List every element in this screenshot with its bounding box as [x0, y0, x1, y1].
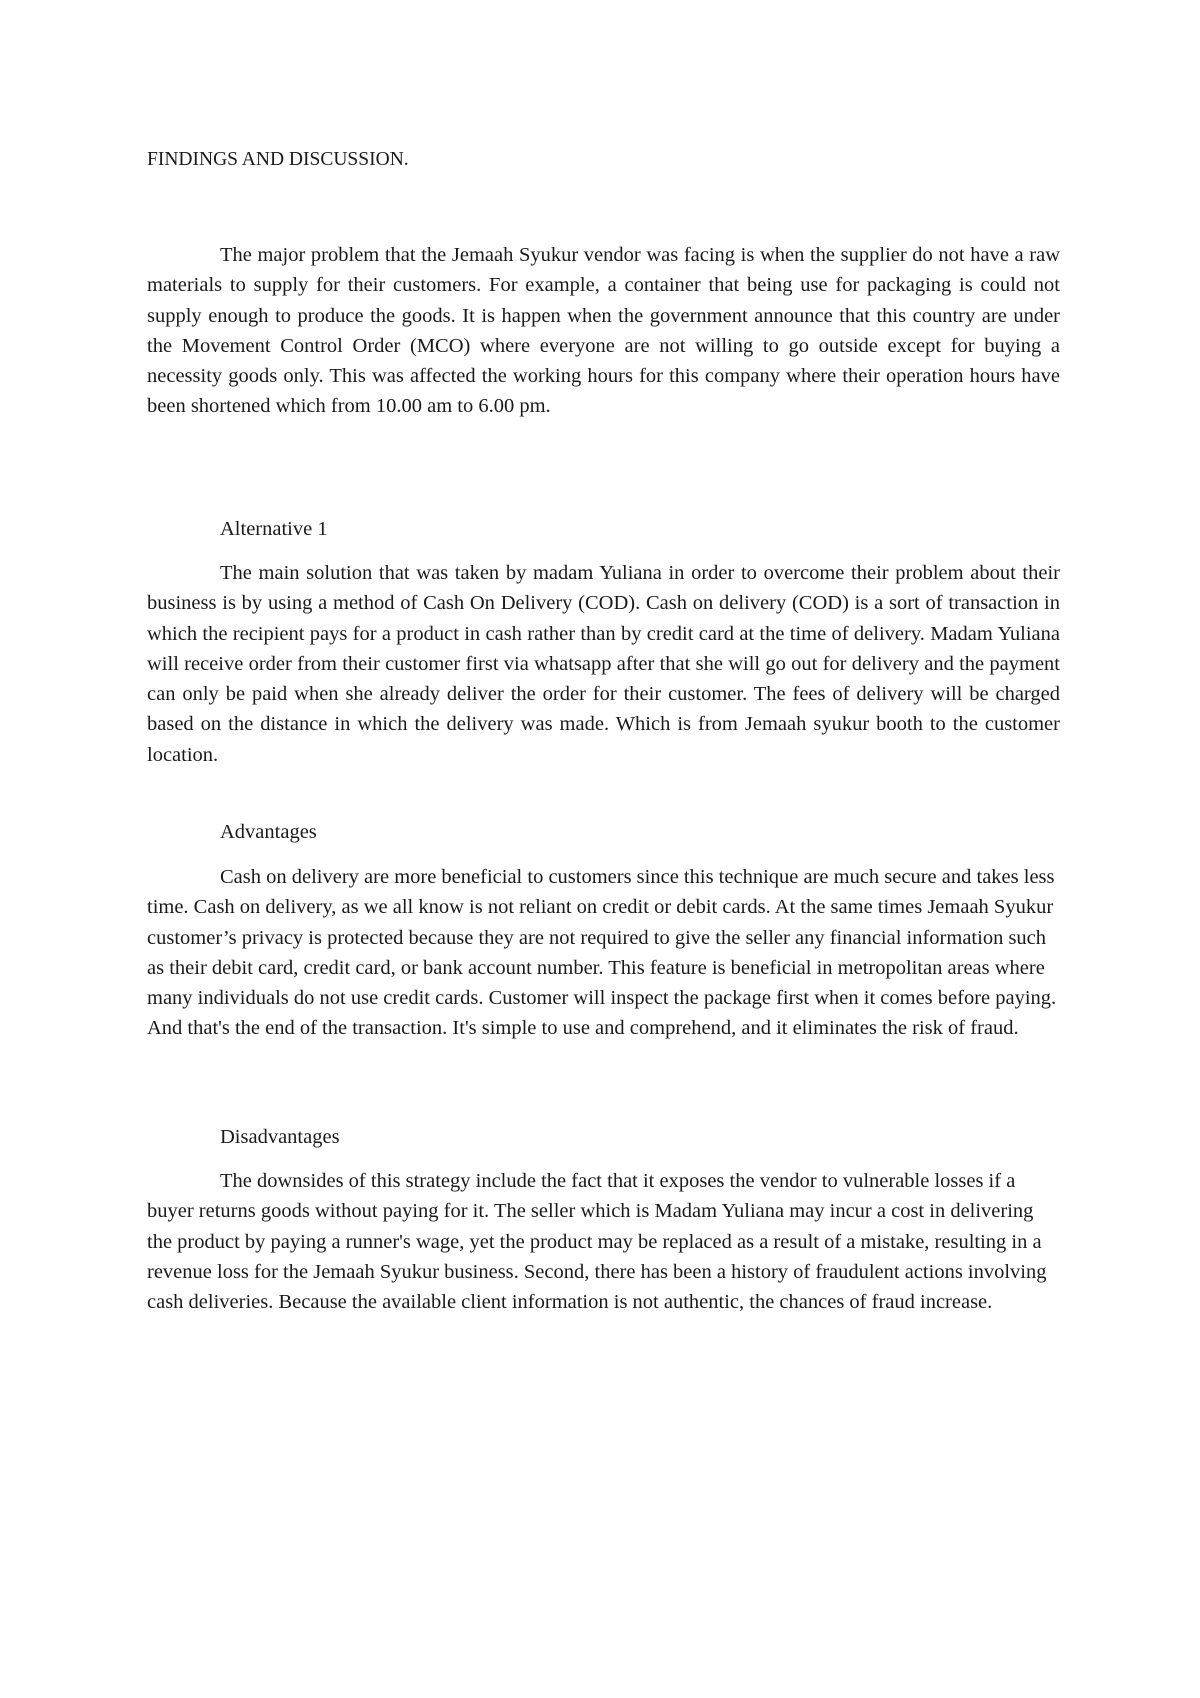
- section-heading: FINDINGS AND DISCUSSION.: [147, 149, 409, 170]
- alternative-heading: Alternative 1: [220, 518, 328, 540]
- intro-paragraph: The major problem that the Jemaah Syukur vendor was facing is when the supplier do not have a raw materials to supply for their customers. For example, a container that being use for packaging is could not supply enough to produce the goods. It is happen when the government announce that this country are under the Movement Control Order (MCO) where everyone are not willing to go outside except for buying a necessity goods only. This was affected the working hours for this company where their operation hours have been shortened which from 10.00 am to 6.00 pm.: [147, 244, 1060, 418]
- disadvantages-heading: Disadvantages: [220, 1126, 340, 1148]
- advantages-heading: Advantages: [220, 821, 317, 843]
- advantages-paragraph: Cash on delivery are more beneficial to customers since this technique are much secure and takes less time. Cash on delivery, as we all know is not reliant on credit or debit cards. At the same times Jemaah Syukur customer’s privacy is protected because they are not required to give the seller any financial information such as their debit card, credit card, or bank account number. This feature is beneficial in metropolitan areas where many individuals do not use credit cards. Customer will inspect the package first when it comes before paying. And that's the end of the transaction. It's simple to use and comprehend, and it eliminates the risk of fraud.: [147, 866, 1057, 1040]
- alternative-paragraph: The main solution that was taken by madam Yuliana in order to overcome their problem about their business is by using a method of Cash On Delivery (COD). Cash on delivery (COD) is a sort of transaction in which the recipient pays for a product in cash rather than by credit card at the time of delivery. Madam Yuliana will receive order from their customer first via whatsapp after that she will go out for delivery and the payment can only be paid when she already deliver the order for their customer. The fees of delivery will be charged based on the distance in which the delivery was made. Which is from Jemaah syukur booth to the customer location.: [147, 562, 1060, 766]
- disadvantages-paragraph: The downsides of this strategy include the fact that it exposes the vendor to vulnerable losses if a buyer returns goods without paying for it. The seller which is Madam Yuliana may incur a cost in delivering the product by paying a runner's wage, yet the product may be replaced as a result of a mistake, resulting in a revenue loss for the Jemaah Syukur business. Second, there has been a history of fraudulent actions involving cash deliveries. Because the available client information is not authentic, the chances of fraud increase.: [147, 1170, 1047, 1314]
